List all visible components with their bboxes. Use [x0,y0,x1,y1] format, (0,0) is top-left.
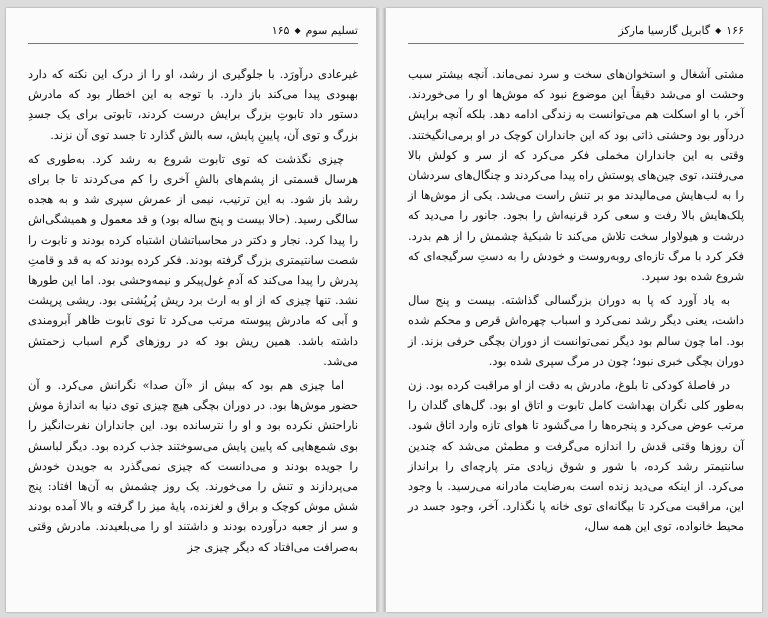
diamond-ornament-icon: ◆ [294,26,301,35]
paragraph: غیرعادی درآورَد. با جلوگیری از رشد، او را از درک این نکته که دارد بهبودی پیدا می‌کند باز دارد. با توجه به این اخطار بود که مادرش دستور داد تابوتِ بزرگ برایش درست کردند، تابوتی برای یک جسدِ بزرگ و توی آن، پایینِ پایش، سه بالش گذارد تا جسد توی آن نزند. [28,67,358,142]
left-page-body [28,64,358,606]
paragraph: به یاد آورد که پا به دوران بزرگسالی گذاشته. بیست و پنج سال داشت، یعنی دیگر رشد نمی‌کرد و اسباب چهره‌اش قرص و محکم شده بود. اما چون سالم بود دیگر نمی‌توانست از دوران بچگی حرفی بزند. از دوران بچگی خبری نبود؛ چون در مرگ سپری شده بود. [408,293,744,368]
paragraph: در فاصلهٔ کودکی تا بلوغ، مادرش به دقت از او مراقبت کرده بود. زن به‌طور کلی نگران بهداشت کامل تابوت و اتاق او بود. گل‌های گلدان را مرتب عوض می‌کرد و پنجره‌ها را می‌گشود تا هوای تازه وارد اتاق شود. آن روزها وقتی قدش را اندازه می‌گرفت و مطمئن می‌شد که چندین سانتیمتر رشد کرده، با شور و شوق زیادی متر پارچه‌ای را برانداز می‌کرد. از اینکه می‌دید زنده است به‌رضایت مادرانه می‌رسید. با وجود این، مراقبت می‌کرد تا بیگانه‌ای توی خانه پا نگذارد. آخر، وجود جسد در محیط خانواده، توی این همه سال، [408,378,744,534]
left-running-header [28,24,358,44]
right-page-body [408,64,744,606]
right-running-header [408,24,744,44]
left-page-number: ۱۶۵ [271,24,290,37]
book-gutter [377,8,385,612]
left-page [6,8,376,612]
paragraph: مشتی آشغال و استخوان‌های سخت و سرد نمی‌ماند. آنچه بیشتر سبب وحشت او می‌شد دقیقاً این موضوع نبود که موش‌ها او را می‌خوردند. آخر، با او اسکلت هم می‌توانست به زندگی ادامه دهد. بلکه آنچه برایش دردآور بود وحشتی ذاتی بود که این جانداران کوچک در او برمی‌انگیختند. وقتی به این جانداران مخملی فکر می‌کرد که از سر و کولش بالا می‌رفتند، توی چین‌های پوستش راه پیدا می‌کردند و چنگال‌های سردشان را به لب‌هایش می‌مالیدند مو بر تنش راست می‌شد. یکی از موش‌ها از پلک‌هایش بالا رفت و سعی کرد قرنیه‌اش را بجود. جانور را می‌دید که درشت و هیولاوار سخت تلاش می‌کند تا شبکیهٔ چشمش را از هم بدرد. فکر کرد با مرگ تازه‌ای روبه‌روست و خودش را به دستِ سرگیجه‌ای که شروع شده بود سپرد. [408,67,744,284]
left-header-title-group [272,24,358,37]
left-header-title: تسلیم سوم [305,24,358,37]
right-page [386,8,762,612]
diamond-ornament-icon: ◆ [715,26,722,35]
paragraph: چیزی نگذشت که توی تابوت شروع به رشد کرد. به‌طوری که هرسال قسمتی از پشم‌های بالشِ آخری را کم می‌کردند تا جا برای رشد باز شود. به این ترتیب، نیمی از عمرش سپری شد و به هجده سالگی رسید. (حالا بیست و پنج ساله بود) و قد معمول و همیشگی‌اش را پیدا کرد. نجار و دکتر در محاسباتشان اشتباه کرده بودند و تابوت را شصت سانتیمتری بزرگ گرفته بودند. فکر کرده بودند که به قد و قامتِ پدرش را پیدا می‌کند که آدمِ غول‌پیکر و نیمه‌وحشی بود. اما این طورها نشد. تنها چیزی که از او به ارث برد ریش پُرپُشتی بود. ریشی پرپشت و آبی که مادرش پیوسته مرتب می‌کرد تا توی تابوت ظاهر آبرومندی داشته باشد. همین ریش بود که در روزهای گرم اسباب زحمتش می‌شد. [28,151,358,368]
paragraph: اما چیزی هم بود که بیش از «آن صدا» نگرانش می‌کرد. و آن حضور موش‌ها بود. در دوران بچگی هیچ چیزی توی دنیا به اندازهٔ موش ناراحتش نکرده بود و او را نترسانده بود. این جانداران نفرت‌انگیز را بوی شمع‌هایی که پایین پایش می‌سوختند جذب کرده بود. دیگر لباسش را جویده بودند و می‌دانست که چیزی نمی‌گذرد به جویدن خودش می‌پردازند و تنش را می‌خورند. یک روز چشمش به آن‌ها افتاد: پنج شش موش کوچک و براق و لغزنده، پایهٔ میز را گرفته و بالا آمده بودند و سر از جعبه درآورده بودند و داشتند او را می‌بلعیدند. مادرش وقتی به‌صرافت می‌افتاد که دیگر چیزی جز [28,378,358,554]
right-header-author: گابریل گارسیا مارکز [618,24,711,37]
right-page-number: ۱۶۶ [726,24,744,37]
right-header-group [618,24,744,37]
